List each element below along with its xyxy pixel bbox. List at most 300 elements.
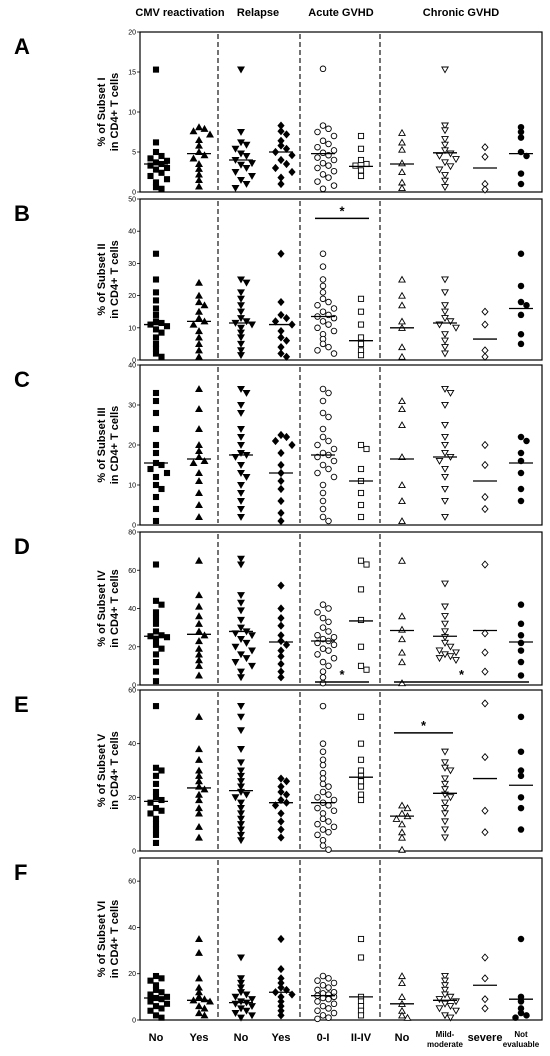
open-triangle-marker xyxy=(399,406,405,412)
filled-inverted-triangle-marker xyxy=(243,181,249,187)
y-tick-label: 20 xyxy=(128,29,136,37)
header-relapse: Relapse xyxy=(236,7,280,19)
filled-inverted-triangle-marker xyxy=(249,648,255,654)
open-triangle-marker xyxy=(399,649,405,655)
category-2 xyxy=(229,955,255,1021)
category-6 xyxy=(390,277,414,360)
open-circle-marker xyxy=(326,1006,332,1012)
open-inverted-triangle-marker xyxy=(453,658,459,664)
open-circle-marker xyxy=(326,518,332,524)
filled-diamond-marker xyxy=(278,653,284,660)
filled-diamond-marker xyxy=(278,181,284,188)
open-diamond-marker xyxy=(482,321,488,328)
filled-diamond-marker xyxy=(289,152,295,159)
y-tick-label: 40 xyxy=(128,741,136,749)
open-square-marker xyxy=(358,663,363,668)
open-circle-marker xyxy=(320,757,326,763)
open-diamond-marker xyxy=(482,954,488,961)
open-circle-marker xyxy=(320,434,326,440)
y-tick-label: 20 xyxy=(128,644,136,652)
filled-inverted-triangle-marker xyxy=(238,784,244,790)
filled-square-marker xyxy=(164,635,169,640)
open-triangle-marker xyxy=(399,130,405,136)
category-9 xyxy=(509,251,533,347)
open-inverted-triangle-marker xyxy=(442,498,448,504)
open-triangle-marker xyxy=(399,518,405,524)
y-tick-label: 0 xyxy=(132,682,136,690)
filled-triangle-marker xyxy=(196,651,202,657)
filled-square-marker xyxy=(164,177,169,182)
filled-square-marker xyxy=(148,156,153,161)
open-circle-marker xyxy=(315,302,321,308)
open-inverted-triangle-marker xyxy=(442,811,448,817)
open-circle-marker xyxy=(320,646,326,652)
category-9 xyxy=(509,602,533,678)
category-1 xyxy=(187,936,213,1018)
filled-inverted-triangle-marker xyxy=(243,390,249,396)
open-inverted-triangle-marker xyxy=(447,654,453,660)
open-inverted-triangle-marker xyxy=(442,581,448,587)
open-square-marker xyxy=(358,490,363,495)
filled-square-marker xyxy=(153,506,158,511)
open-circle-marker xyxy=(326,1015,332,1021)
filled-square-marker xyxy=(153,652,158,657)
open-circle-marker xyxy=(320,482,326,488)
filled-diamond-marker xyxy=(278,615,284,622)
open-triangle-marker xyxy=(399,498,405,504)
open-triangle-marker xyxy=(399,636,405,642)
filled-circle-marker xyxy=(518,283,524,289)
open-square-marker xyxy=(364,446,369,451)
filled-square-marker xyxy=(153,822,158,827)
open-circle-marker xyxy=(331,994,337,1000)
open-inverted-triangle-marker xyxy=(436,458,442,464)
filled-triangle-marker xyxy=(190,322,196,328)
filled-triangle-marker xyxy=(196,672,202,678)
y-tick-label: 0 xyxy=(132,522,136,530)
open-circle-marker xyxy=(326,803,332,809)
filled-square-marker xyxy=(153,67,158,72)
open-circle-marker xyxy=(315,155,321,161)
open-circle-marker xyxy=(331,133,337,139)
open-inverted-triangle-marker xyxy=(442,621,448,627)
category-6 xyxy=(390,130,414,191)
filled-triangle-marker xyxy=(196,628,202,634)
filled-square-marker xyxy=(164,165,169,170)
open-circle-marker xyxy=(331,148,337,154)
open-triangle-marker xyxy=(399,169,405,175)
y-tick-label: 80 xyxy=(128,529,136,537)
filled-circle-marker xyxy=(518,749,524,755)
filled-square-marker xyxy=(153,277,158,282)
filled-inverted-triangle-marker xyxy=(238,562,244,568)
open-square-marker xyxy=(358,341,363,346)
open-diamond-marker xyxy=(482,462,488,469)
open-inverted-triangle-marker xyxy=(447,164,453,170)
open-inverted-triangle-marker xyxy=(442,345,448,351)
open-circle-marker xyxy=(320,462,326,468)
y-tick-label: 40 xyxy=(128,606,136,613)
open-circle-marker xyxy=(320,837,326,843)
filled-square-marker xyxy=(159,1015,164,1020)
filled-triangle-marker xyxy=(196,646,202,652)
panel-letter: A xyxy=(14,34,30,59)
filled-triangle-marker xyxy=(196,470,202,476)
filled-square-marker xyxy=(159,808,164,813)
open-circle-marker xyxy=(331,474,337,480)
open-circle-marker xyxy=(320,669,326,675)
filled-inverted-triangle-marker xyxy=(249,997,255,1003)
filled-diamond-marker xyxy=(278,936,284,943)
category-8 xyxy=(473,954,497,1012)
filled-inverted-triangle-marker xyxy=(238,490,244,496)
open-inverted-triangle-marker xyxy=(442,277,448,283)
y-tick-label: 20 xyxy=(128,794,136,802)
y-tick-label: 5 xyxy=(132,149,136,157)
open-inverted-triangle-marker xyxy=(442,800,448,806)
panel-b xyxy=(14,197,542,365)
open-circle-marker xyxy=(326,629,332,635)
open-circle-marker xyxy=(326,299,332,305)
category-4 xyxy=(311,386,337,524)
category-7 xyxy=(433,386,457,520)
open-circle-marker xyxy=(331,808,337,814)
filled-diamond-marker xyxy=(284,434,290,441)
filled-inverted-triangle-marker xyxy=(238,593,244,599)
filled-inverted-triangle-marker xyxy=(238,353,244,359)
open-square-marker xyxy=(358,466,363,471)
y-axis-label: % of Subset IIIin CD4+ T cells xyxy=(96,405,121,485)
open-inverted-triangle-marker xyxy=(442,749,448,755)
filled-circle-marker xyxy=(518,1010,524,1016)
open-diamond-marker xyxy=(482,807,488,814)
open-inverted-triangle-marker xyxy=(442,173,448,179)
open-inverted-triangle-marker xyxy=(442,290,448,296)
category-5 xyxy=(349,558,373,672)
open-circle-marker xyxy=(320,283,326,289)
open-inverted-triangle-marker xyxy=(442,614,448,620)
filled-square-marker xyxy=(153,251,158,256)
filled-square-marker xyxy=(153,290,158,295)
filled-triangle-marker xyxy=(196,663,202,669)
open-circle-marker xyxy=(315,999,321,1005)
open-circle-marker xyxy=(326,996,332,1002)
filled-circle-marker xyxy=(518,299,524,305)
open-circle-marker xyxy=(331,1001,337,1007)
y-tick-label: 40 xyxy=(128,924,136,932)
filled-inverted-triangle-marker xyxy=(238,67,244,73)
filled-diamond-marker xyxy=(278,674,284,681)
filled-diamond-marker xyxy=(284,315,290,322)
open-inverted-triangle-marker xyxy=(442,652,448,658)
filled-triangle-marker xyxy=(196,177,202,183)
open-square-marker xyxy=(358,296,363,301)
open-circle-marker xyxy=(315,632,321,638)
open-circle-marker xyxy=(326,847,332,853)
open-circle-marker xyxy=(315,652,321,658)
open-square-marker xyxy=(358,309,363,314)
filled-triangle-marker xyxy=(196,592,202,598)
filled-diamond-marker xyxy=(278,498,284,505)
open-diamond-marker xyxy=(482,506,488,513)
filled-circle-marker xyxy=(524,302,530,308)
filled-circle-marker xyxy=(518,341,524,347)
y-tick-label: 0 xyxy=(132,1017,136,1025)
open-circle-marker xyxy=(331,328,337,334)
open-diamond-marker xyxy=(482,975,488,982)
open-circle-marker xyxy=(320,410,326,416)
open-inverted-triangle-marker xyxy=(442,351,448,357)
category-5 xyxy=(349,133,373,178)
filled-square-marker xyxy=(153,827,158,832)
open-circle-marker xyxy=(331,351,337,357)
category-2 xyxy=(229,67,255,191)
filled-triangle-marker xyxy=(196,613,202,619)
filled-inverted-triangle-marker xyxy=(238,768,244,774)
category-3 xyxy=(269,775,293,841)
open-inverted-triangle-marker xyxy=(447,768,453,774)
category-5 xyxy=(349,296,373,358)
open-inverted-triangle-marker xyxy=(442,434,448,440)
open-circle-marker xyxy=(320,762,326,768)
open-inverted-triangle-marker xyxy=(442,805,448,811)
filled-diamond-marker xyxy=(284,778,290,785)
filled-triangle-marker xyxy=(196,334,202,340)
x-category-label: No xyxy=(233,1032,249,1044)
filled-diamond-marker xyxy=(278,818,284,825)
open-circle-marker xyxy=(320,264,326,270)
filled-circle-marker xyxy=(513,1015,519,1021)
open-circle-marker xyxy=(326,414,332,420)
filled-inverted-triangle-marker xyxy=(243,640,249,646)
x-category-label: No xyxy=(148,1032,164,1044)
filled-diamond-marker xyxy=(278,775,284,782)
open-inverted-triangle-marker xyxy=(442,309,448,315)
open-circle-marker xyxy=(320,296,326,302)
open-circle-marker xyxy=(320,781,326,787)
filled-square-marker xyxy=(148,978,153,983)
filled-triangle-marker xyxy=(196,558,202,564)
open-circle-marker xyxy=(315,1008,321,1014)
filled-triangle-marker xyxy=(196,824,202,830)
filled-inverted-triangle-marker xyxy=(232,659,238,665)
open-square-marker xyxy=(358,514,363,519)
open-inverted-triangle-marker xyxy=(442,787,448,793)
open-circle-marker xyxy=(326,976,332,982)
open-diamond-marker xyxy=(482,649,488,656)
y-axis-label: % of Subset Iin CD4+ T cells xyxy=(96,72,121,152)
open-inverted-triangle-marker xyxy=(442,760,448,766)
filled-triangle-marker xyxy=(196,621,202,627)
y-tick-label: 60 xyxy=(128,687,136,695)
open-triangle-marker xyxy=(399,293,405,299)
open-inverted-triangle-marker xyxy=(442,137,448,143)
filled-inverted-triangle-marker xyxy=(238,617,244,623)
open-circle-marker xyxy=(320,426,326,432)
y-axis-label: % of Subset IIin CD4+ T cells xyxy=(96,240,121,319)
filled-triangle-marker xyxy=(196,386,202,392)
open-square-marker xyxy=(358,936,363,941)
filled-diamond-marker xyxy=(278,582,284,589)
open-circle-marker xyxy=(326,322,332,328)
filled-diamond-marker xyxy=(278,462,284,469)
open-inverted-triangle-marker xyxy=(453,157,459,163)
open-inverted-triangle-marker xyxy=(442,819,448,825)
open-inverted-triangle-marker xyxy=(436,1006,442,1012)
x-category-label: Yes xyxy=(271,1032,291,1044)
category-0 xyxy=(144,562,170,684)
filled-inverted-triangle-marker xyxy=(238,714,244,720)
filled-square-marker xyxy=(159,330,164,335)
open-circle-marker xyxy=(320,290,326,296)
open-circle-marker xyxy=(320,602,326,608)
open-square-marker xyxy=(358,168,363,173)
filled-inverted-triangle-marker xyxy=(238,402,244,408)
x-category-labels xyxy=(149,1030,540,1049)
open-square-marker xyxy=(358,741,363,746)
open-circle-marker xyxy=(315,325,321,331)
filled-inverted-triangle-marker xyxy=(243,153,249,159)
filled-diamond-marker xyxy=(278,834,284,841)
filled-square-marker xyxy=(153,1004,158,1009)
filled-triangle-marker xyxy=(196,746,202,752)
filled-square-marker xyxy=(153,987,158,992)
open-square-marker xyxy=(358,617,363,622)
filled-circle-marker xyxy=(518,659,524,665)
filled-inverted-triangle-marker xyxy=(249,1013,255,1019)
filled-square-marker xyxy=(159,633,164,638)
category-9 xyxy=(509,714,533,832)
filled-circle-marker xyxy=(518,805,524,811)
filled-triangle-marker xyxy=(196,309,202,315)
filled-triangle-marker xyxy=(196,835,202,841)
open-circle-marker xyxy=(320,386,326,392)
filled-inverted-triangle-marker xyxy=(238,335,244,341)
y-tick-label: 0 xyxy=(132,357,136,365)
open-circle-marker xyxy=(320,770,326,776)
filled-triangle-marker xyxy=(196,347,202,353)
filled-diamond-marker xyxy=(278,478,284,485)
filled-diamond-marker xyxy=(278,432,284,439)
open-inverted-triangle-marker xyxy=(436,167,442,173)
open-inverted-triangle-marker xyxy=(442,128,448,134)
filled-square-marker xyxy=(153,773,158,778)
filled-square-marker xyxy=(153,319,158,324)
panel-d xyxy=(14,530,542,690)
filled-inverted-triangle-marker xyxy=(238,296,244,302)
filled-square-marker xyxy=(153,610,158,615)
filled-inverted-triangle-marker xyxy=(238,462,244,468)
significance-star: * xyxy=(339,666,345,682)
filled-inverted-triangle-marker xyxy=(238,652,244,658)
filled-triangle-marker xyxy=(196,810,202,816)
open-triangle-marker xyxy=(399,627,405,633)
panels xyxy=(14,30,542,1025)
open-diamond-marker xyxy=(482,561,488,568)
open-diamond-marker xyxy=(482,996,488,1003)
filled-inverted-triangle-marker xyxy=(232,169,238,175)
open-inverted-triangle-marker xyxy=(436,648,442,654)
open-circle-marker xyxy=(326,390,332,396)
filled-square-marker xyxy=(159,153,164,158)
filled-square-marker xyxy=(159,646,164,651)
open-inverted-triangle-marker xyxy=(442,303,448,309)
filled-square-marker xyxy=(148,992,153,997)
open-square-marker xyxy=(358,797,363,802)
open-circle-marker xyxy=(331,797,337,803)
category-0 xyxy=(144,390,170,523)
open-circle-marker xyxy=(315,987,321,993)
filled-inverted-triangle-marker xyxy=(243,142,249,148)
filled-diamond-marker xyxy=(289,442,295,449)
open-square-marker xyxy=(358,322,363,327)
category-8 xyxy=(473,308,497,360)
filled-diamond-marker xyxy=(278,334,284,341)
open-circle-marker xyxy=(315,165,321,171)
open-circle-marker xyxy=(320,703,326,709)
open-circle-marker xyxy=(315,821,321,827)
filled-triangle-marker xyxy=(196,183,202,189)
category-3 xyxy=(269,432,295,525)
open-circle-marker xyxy=(326,438,332,444)
open-circle-marker xyxy=(315,978,321,984)
filled-triangle-marker xyxy=(196,328,202,334)
filled-triangle-marker xyxy=(196,478,202,484)
filled-square-marker xyxy=(153,450,158,455)
open-circle-marker xyxy=(320,490,326,496)
filled-inverted-triangle-marker xyxy=(238,341,244,347)
filled-square-marker xyxy=(153,704,158,709)
open-diamond-marker xyxy=(482,494,488,501)
filled-inverted-triangle-marker xyxy=(238,637,244,643)
filled-triangle-marker xyxy=(196,143,202,149)
open-circle-marker xyxy=(320,66,326,72)
x-category-label: Not evaluable xyxy=(502,1030,540,1049)
filled-square-marker xyxy=(153,795,158,800)
open-circle-marker xyxy=(320,186,326,192)
open-triangle-marker xyxy=(399,147,405,153)
filled-triangle-marker xyxy=(196,514,202,520)
open-inverted-triangle-marker xyxy=(442,474,448,480)
significance-star: * xyxy=(458,666,465,682)
filled-inverted-triangle-marker xyxy=(238,832,244,838)
y-axis-label: % of Subset Vin CD4+ T cells xyxy=(96,731,121,810)
filled-square-marker xyxy=(153,765,158,770)
filled-circle-marker xyxy=(518,470,524,476)
filled-inverted-triangle-marker xyxy=(238,675,244,681)
filled-triangle-marker xyxy=(196,1003,202,1009)
filled-square-marker xyxy=(153,1013,158,1018)
filled-inverted-triangle-marker xyxy=(238,290,244,296)
open-triangle-marker xyxy=(399,277,405,283)
open-inverted-triangle-marker xyxy=(453,650,459,656)
filled-square-marker xyxy=(153,442,158,447)
open-triangle-marker xyxy=(399,980,405,986)
filled-square-marker xyxy=(153,621,158,626)
filled-inverted-triangle-marker xyxy=(243,280,249,286)
y-tick-label: 20 xyxy=(128,442,136,450)
filled-circle-marker xyxy=(518,640,524,646)
category-4 xyxy=(311,66,337,192)
y-tick-label: 20 xyxy=(128,971,136,979)
open-triangle-marker xyxy=(399,318,405,324)
open-triangle-marker xyxy=(399,680,405,686)
open-circle-marker xyxy=(326,829,332,835)
panel-c xyxy=(14,363,542,530)
x-category-label: No xyxy=(394,1032,410,1044)
filled-square-marker xyxy=(153,629,158,634)
filled-triangle-marker xyxy=(196,638,202,644)
